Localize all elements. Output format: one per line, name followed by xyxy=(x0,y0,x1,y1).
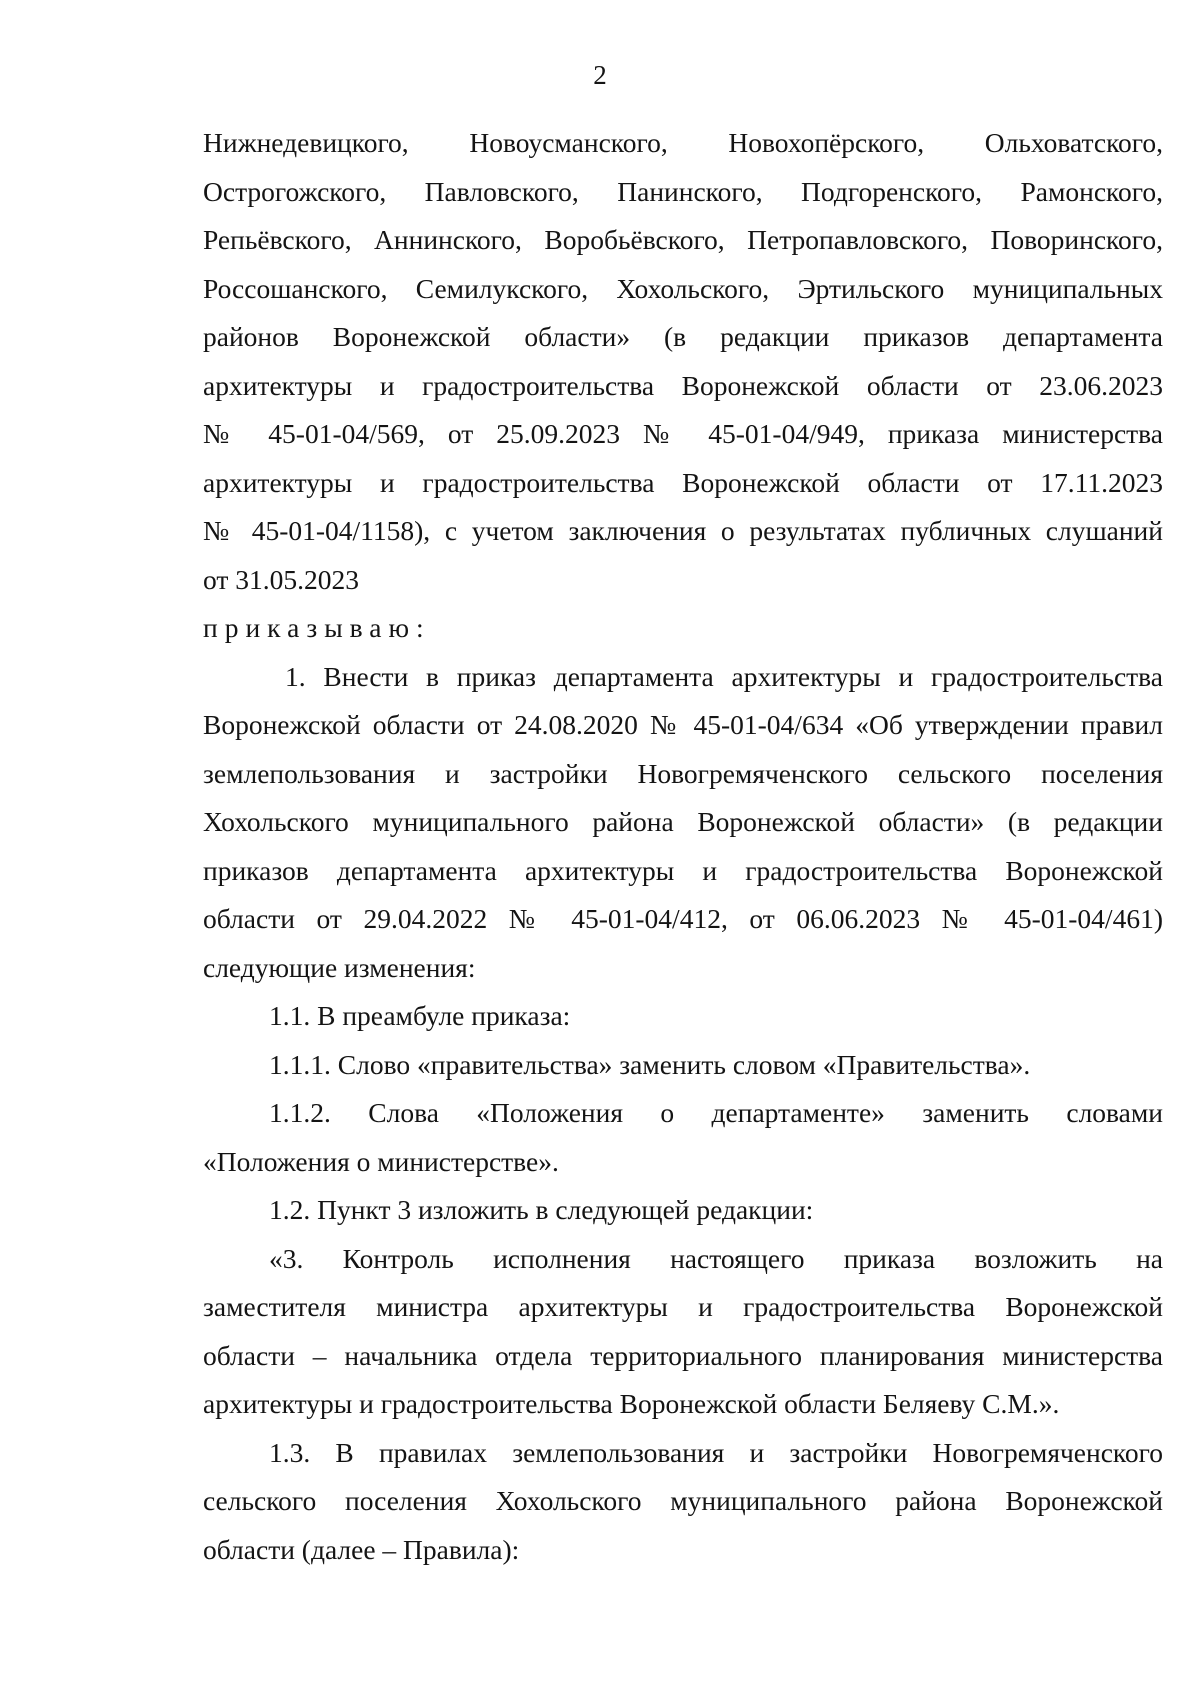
text-line: районов Воронежской области» (в редакции приказов департамента xyxy=(203,321,1163,352)
text-line: Репьёвского, Аннинского, Воробьёвского, Петропавловского, Поворинского, xyxy=(203,224,1163,255)
text-line: № 45-01-04/1158), с учетом заключения о результатах публичных слушаний xyxy=(203,515,1163,546)
text-line: № 45-01-04/569, от 25.09.2023 № 45-01-04/949, приказа министерства xyxy=(203,418,1163,449)
text-line: области (далее – Правила): xyxy=(203,1533,520,1565)
text-line: архитектуры и градостроительства Воронежской области от 23.06.2023 xyxy=(203,369,1163,401)
text-line: «3. Контроль исполнения настоящего приказа возложить на xyxy=(269,1242,1163,1274)
text-line: области – начальника отдела территориального планирования министерства xyxy=(203,1339,1163,1371)
text-line: Воронежской области от 24.08.2020 № 45-01-04/634 «Об утверждении правил xyxy=(203,709,1163,740)
document-body xyxy=(203,119,1163,1574)
text-line: 1.3. В правилах землепользования и застройки Новогремяченского xyxy=(269,1436,1163,1468)
text-line: 1.1. В преамбуле приказа: xyxy=(269,1000,571,1031)
text-line: 1.1.1. Слово «правительства» заменить словом «Правительства». xyxy=(269,1048,1031,1080)
text-line: 1.1.2. Слова «Положения о департаменте» заменить словами xyxy=(269,1097,1163,1128)
text-line: от 31.05.2023 xyxy=(203,563,360,595)
text-line: следующие изменения: xyxy=(203,951,476,983)
text-line: сельского поселения Хохольского муниципального района Воронежской xyxy=(203,1485,1163,1516)
text-line: архитектуры и градостроительства Воронежской области от 17.11.2023 xyxy=(203,466,1163,498)
text-line: 1. Внести в приказ департамента архитектуры и градостроительства xyxy=(285,660,1163,692)
text-line: 1.2. Пункт 3 изложить в следующей редакции: xyxy=(269,1194,814,1225)
text-line: заместителя министра архитектуры и градостроительства Воронежской xyxy=(203,1291,1163,1322)
text-line: области от 29.04.2022 № 45-01-04/412, от 06.06.2023 № 45-01-04/461) xyxy=(203,903,1163,934)
text-line: Хохольского муниципального района Воронежской области» (в редакции xyxy=(203,806,1163,837)
text-line: землепользования и застройки Новогремяченского сельского поселения xyxy=(203,757,1163,789)
page-number: 2 xyxy=(593,60,607,90)
text-line: приказов департамента архитектуры и градостроительства Воронежской xyxy=(203,854,1163,886)
text-line: приказываю: xyxy=(203,612,431,643)
text-line: Острогожского, Павловского, Панинского, Подгоренского, Рамонского, xyxy=(203,175,1163,207)
text-line: «Положения о министерстве». xyxy=(203,1145,559,1177)
text-line: Россошанского, Семилукского, Хохольского, Эртильского муниципальных xyxy=(203,272,1163,304)
text-line: Нижнедевицкого, Новоусманского, Новохопёрского, Ольховатского, xyxy=(203,127,1163,158)
text-line: архитектуры и градостроительства Воронежской области Беляеву С.М.». xyxy=(203,1388,1060,1419)
